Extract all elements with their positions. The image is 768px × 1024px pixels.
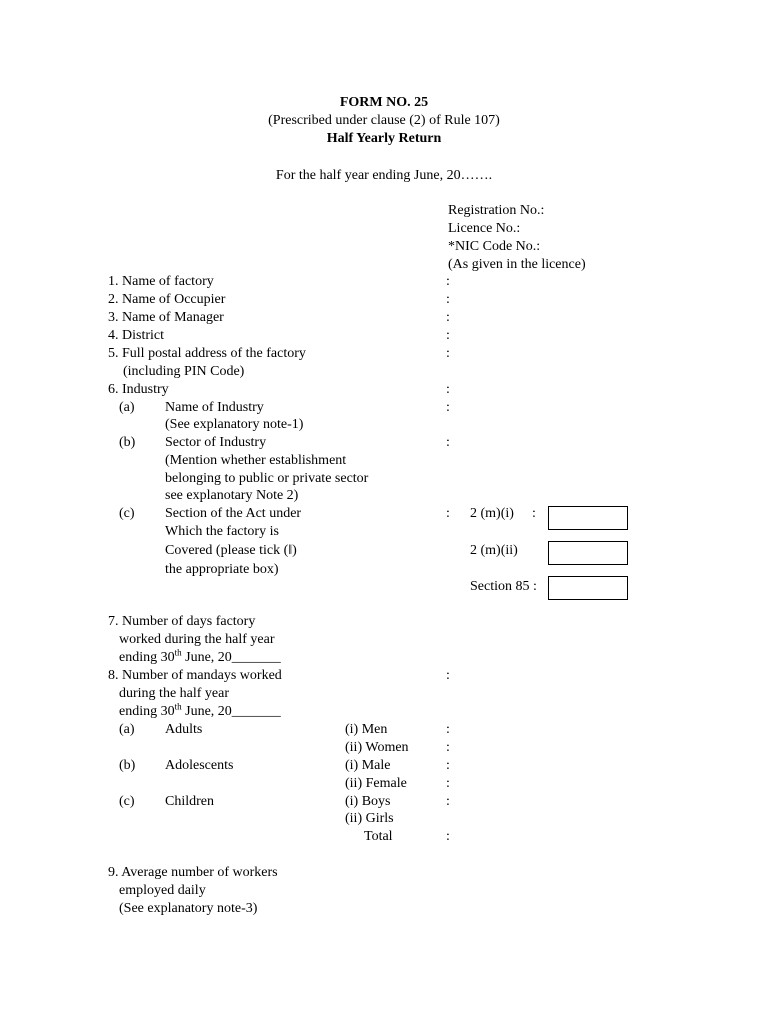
female-label: (ii) Female (345, 776, 407, 791)
colon: : (446, 758, 450, 773)
item-name-of-manager: 3. Name of Manager (108, 310, 224, 325)
section-of-act-line-3: Covered (please tick (ǁ) (165, 543, 297, 558)
colon: : (446, 506, 450, 521)
licence-note: (As given in the licence) (448, 257, 586, 272)
total-label: Total (364, 829, 393, 844)
colon: : (446, 400, 450, 415)
item-district: 4. District (108, 328, 164, 343)
section-2mii-checkbox[interactable] (548, 541, 628, 565)
colon: : (446, 776, 450, 791)
tick-glyph-icon: ǁ (288, 543, 293, 558)
girls-label: (ii) Girls (345, 811, 394, 826)
adolescents-label: Adolescents (165, 758, 234, 773)
male-label: (i) Male (345, 758, 391, 773)
item-mandays-worked: 8. Number of mandays worked (108, 668, 282, 683)
item-industry: 6. Industry (108, 382, 169, 397)
colon: : (446, 310, 450, 325)
colon: : (446, 382, 450, 397)
item-days-worked-line-2: worked during the half year (119, 632, 275, 647)
marker-8c: (c) (119, 794, 135, 809)
name-of-industry-label: Name of Industry (165, 400, 264, 415)
sector-note-line-2: belonging to public or private sector (165, 471, 369, 486)
section-of-act-line-4: the appropriate box) (165, 562, 279, 577)
colon: : (446, 722, 450, 737)
half-year-ending: For the half year ending June, 20……. (275, 168, 493, 183)
section-2mi-checkbox[interactable] (548, 506, 628, 530)
item-mandays-line-2: during the half year (119, 686, 230, 701)
adults-label: Adults (165, 722, 203, 737)
licence-no-label: Licence No.: (448, 221, 521, 236)
registration-no-label: Registration No.: (448, 203, 545, 218)
sector-of-industry-label: Sector of Industry (165, 435, 267, 450)
section-of-act-line-2: Which the factory is (165, 524, 279, 539)
sector-note-line-1: (Mention whether establishment (165, 453, 347, 468)
children-label: Children (165, 794, 214, 809)
colon: : (446, 292, 450, 307)
marker-6b: (b) (119, 435, 136, 450)
marker-6a: (a) (119, 400, 135, 415)
marker-6c: (c) (119, 506, 135, 521)
colon: : (446, 829, 450, 844)
colon: : (446, 328, 450, 343)
colon: : (532, 506, 536, 521)
section-2mii-label: 2 (m)(ii) (470, 543, 518, 558)
sector-note-line-3: see explanotary Note 2) (165, 488, 299, 503)
colon: : (446, 274, 450, 289)
item-postal-address-note: (including PIN Code) (123, 364, 245, 379)
section-of-act-label: Section of the Act under (165, 506, 302, 521)
colon: : (446, 740, 450, 755)
colon: : (446, 346, 450, 361)
item-average-workers-line-2: employed daily (119, 883, 206, 898)
marker-8a: (a) (119, 722, 135, 737)
section-2mi-label: 2 (m)(i) (470, 506, 514, 521)
colon: : (446, 794, 450, 809)
item-name-of-occupier: 2. Name of Occupier (108, 292, 226, 307)
item-name-of-factory: 1. Name of factory (108, 274, 214, 289)
colon: : (446, 435, 450, 450)
section-85-checkbox[interactable] (548, 576, 628, 600)
nic-code-label: *NIC Code No.: (448, 239, 541, 254)
section-85-label: Section 85 : (470, 579, 537, 594)
form-number: FORM NO. 25 (339, 95, 429, 110)
marker-8b: (b) (119, 758, 136, 773)
women-label: (ii) Women (345, 740, 409, 755)
item-mandays-line-3: ending 30th June, 20_______ (119, 701, 281, 719)
item-average-workers: 9. Average number of workers (108, 865, 278, 880)
prescribed-rule: (Prescribed under clause (2) of Rule 107) (268, 113, 500, 128)
form-title: Half Yearly Return (326, 131, 442, 146)
colon: : (446, 668, 450, 683)
boys-label: (i) Boys (345, 794, 391, 809)
item-postal-address: 5. Full postal address of the factory (108, 346, 306, 361)
item-days-worked-line-3: ending 30th June, 20_______ (119, 647, 281, 665)
men-label: (i) Men (345, 722, 388, 737)
item-days-worked: 7. Number of days factory (108, 614, 256, 629)
explanatory-note-3: (See explanatory note-3) (119, 901, 258, 916)
explanatory-note-1: (See explanatory note-1) (165, 417, 304, 432)
